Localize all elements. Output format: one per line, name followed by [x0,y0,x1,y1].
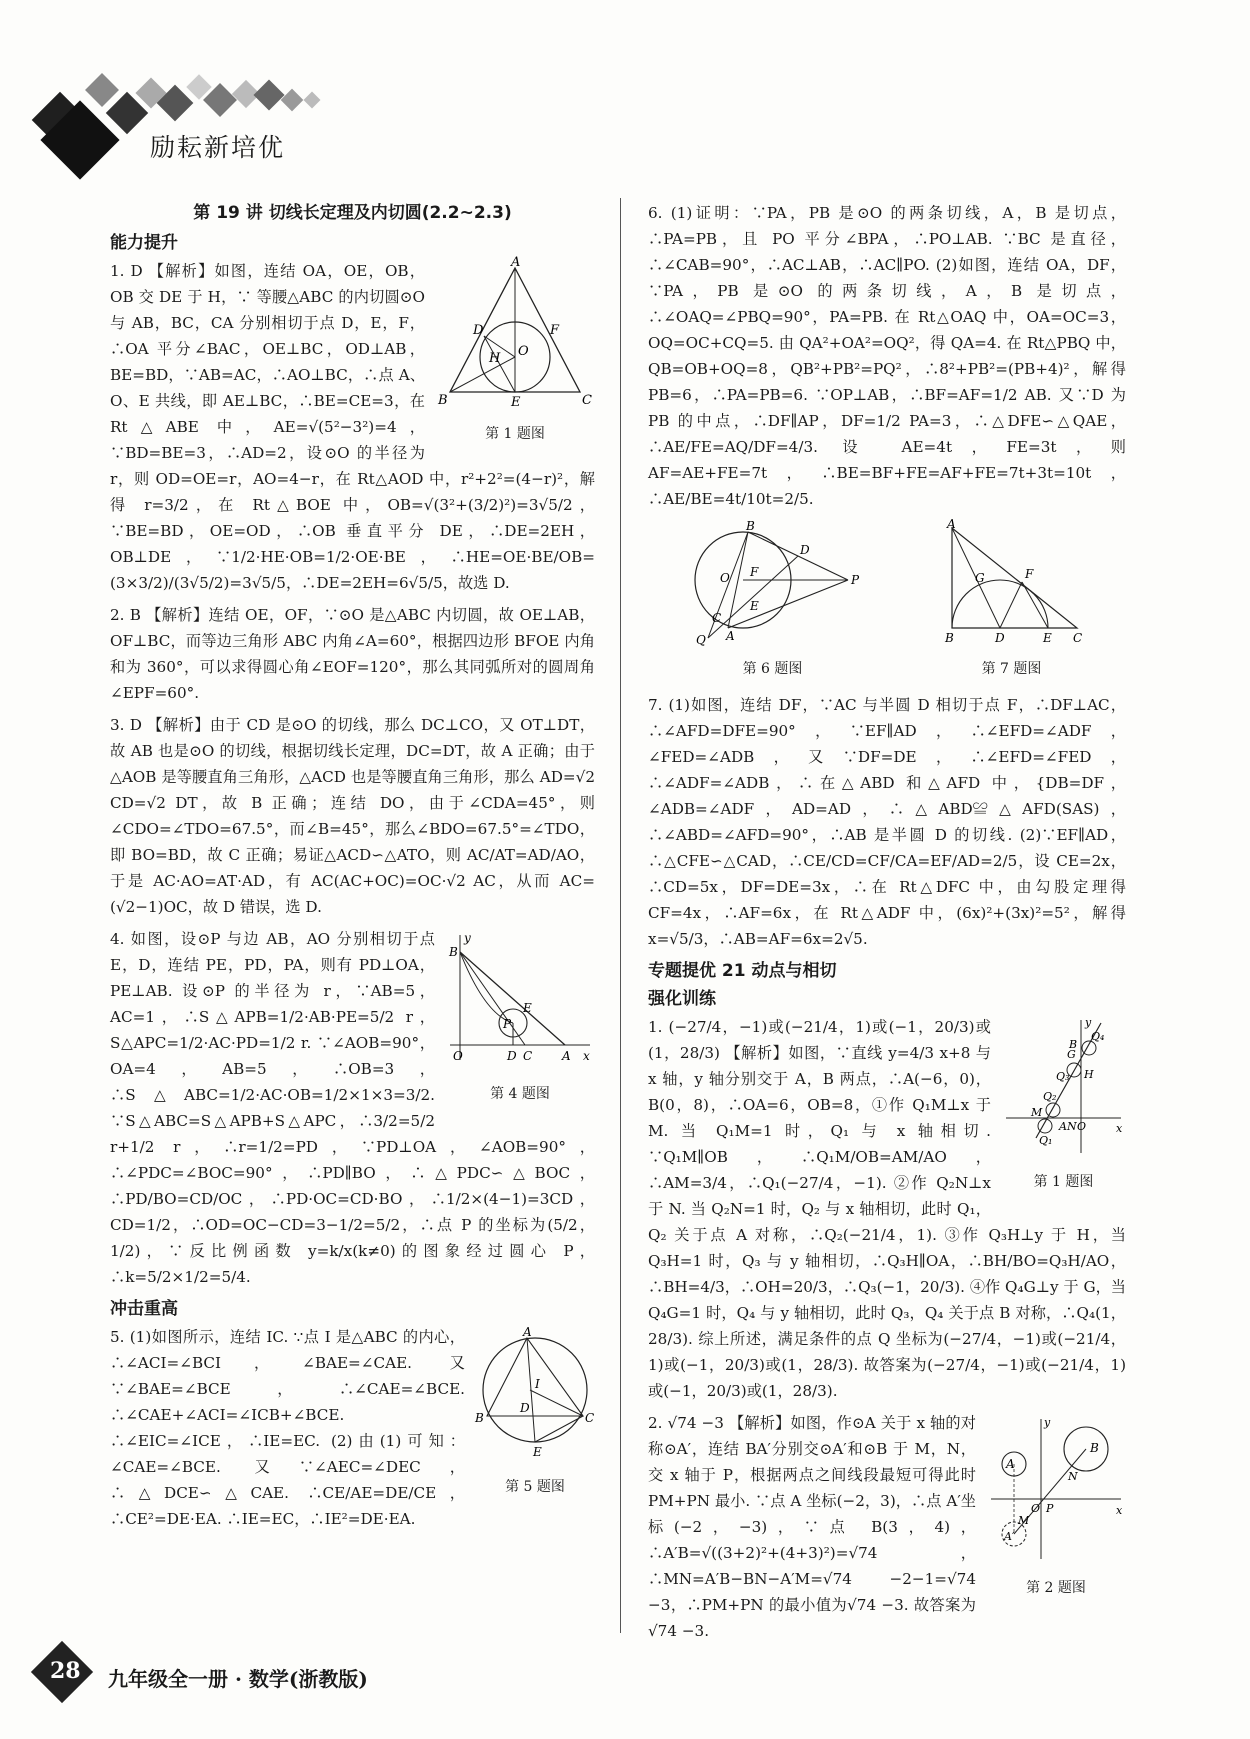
svg-text:A: A [1006,1457,1015,1471]
problem-4 [110,926,595,1290]
svg-text:G: G [974,571,985,585]
figure-5-circle [475,1325,595,1463]
svg-text:P: P [850,573,859,587]
problem-1 [110,255,595,596]
svg-text:A: A [523,1325,532,1339]
problem-1-text: 1. D 【解析】如图，连结 OA，OE，OB，OB 交 DE 于 H，∵ 等腰△ABC 的内切圆⊙O 与 AB，BC，CA 分别相切于点 D，E，F，∴OA 平分∠BAC，OE⊥BC，OD⊥AB，BE=BD，∵AB=AC，∴AO⊥BC，∴点 A、O、E 共线，即 AE⊥BC，∴BE=CE=3，在 Rt△ABE 中，AE=√(5²−3²)=4，∵BD=BE=3，∴AD=2，设⊙O 的半径为 r，则 OD=OE=r，AO=4−r，在 Rt△AOD 中，r²+2²=(4−r)²，解得 r=3/2，在 Rt△BOE 中，OB=√(3²+(3/2)²)=3√5/2，∵BE=BD，OE=OD，∴OB 垂直平分 DE，∴DE=2EH，OB⊥DE，∵1/2·HE·OB=1/2·OE·BE，∴HE=OE·BE/OB=(3×3/2)/(3√5/2)=3√5/5，∴DE=2EH=6√5/5，故选 D. [110,262,595,592]
page-number: 28 [50,1658,81,1684]
svg-text:y: y [464,931,471,945]
svg-text:N: N [1068,1470,1078,1483]
figure-q1-line [1001,1018,1126,1158]
svg-text:y: y [1085,1016,1092,1029]
figure-q1-caption: 第 1 题图 [1033,1174,1094,1190]
svg-text:Q₃: Q₃ [1056,1070,1070,1083]
svg-text:C: C [523,1049,533,1063]
figure-6-tangents [688,520,858,645]
question-1-text: 1. (−27/4，−1)或(−21/4，1)或(−1，20/3)或(1，28/3) 【解析】如图，∵直线 y=4/3 x+8 与 x 轴，y 轴分别交于 A，B 两点，∴A(−6，0)，B(0，8)，∴OA=6，OB=8，①作 Q₁M⊥x 于 M. 当 Q₁M=1 时，Q₁ 与 x 轴相切. ∵Q₁M∥OB，∴Q₁M/OB=AM/AO，∴AM=3/4，∴Q₁(−27/4，−1). ②作 Q₂N⊥x 于 N. 当 Q₂N=1 时，Q₂ 与 x 轴相切，此时 Q₁，Q₂ 关于点 A 对称，∴Q₂(−21/4，1). ③作 Q₃H⊥y 于 H，当 Q₃H=1 时，Q₃ 与 y 轴相切，∴Q₃H∥OA，∴BH/BO=Q₃H/AO，∴BH=4/3，∴OH=20/3，∴Q₃(−1，20/3). ④作 Q₄G⊥y 于 G，当 Q₄G=1 时，Q₄ 与 y 轴相切，此时 Q₃，Q₄ 关于点 B 对称，∴Q₄(1，28/3). 综上所述，满足条件的点 Q 坐标为(−27/4，−1)或(−21/4，1)或(−1，20/3)或(1，28/3). 故答案为(−27/4，−1)或(−21/4，1)或(−1，20/3)或(1，28/3). [648,1018,1126,1400]
svg-text:A′: A′ [1004,1530,1015,1543]
svg-text:O: O [453,1049,463,1063]
problem-7 [648,692,1126,952]
problem-3 [110,712,595,920]
svg-text:Q₂: Q₂ [1043,1090,1057,1103]
svg-text:B: B [449,945,458,959]
section-training: 强化训练 [648,989,716,1009]
section-ability: 能力提升 [110,233,178,253]
svg-text:G: G [1067,1048,1076,1061]
svg-text:F: F [1024,567,1033,581]
figure-q2-circles [986,1414,1126,1564]
brand-title: 励耘新培优 [150,133,286,162]
svg-text:M: M [1018,1514,1030,1527]
svg-text:D: D [473,323,484,338]
figure-4-coordinate [445,930,595,1070]
figure-4-caption: 第 4 题图 [490,1086,550,1102]
svg-text:x: x [583,1049,590,1063]
svg-text:Q₄: Q₄ [1091,1030,1105,1043]
svg-text:F: F [749,565,758,579]
svg-text:B: B [475,1411,484,1425]
problem-5 [110,1324,595,1532]
svg-text:AN: AN [1059,1120,1077,1133]
figure-4 [445,930,595,1107]
figure-q2-caption: 第 2 题图 [1026,1580,1086,1596]
problem-3-text: 3. D 【解析】由于 CD 是⊙O 的切线，那么 DC⊥CO，又 OT⊥DT，故 AB 也是⊙O 的切线，根据切线长定理，DC=DT，故 A 正确；由于△AOB 是等腰直角三角形，△ACD 也是等腰直角三角形，那么 AD=√2 CD=√2 DT，故 B 正确；连结 DO，由于∠CDA=45°，则∠CDO=∠TDO=67.5°，而∠B=45°，那么∠BDO=67.5°=∠TDO，即 BO=BD，故 C 正确；易证△ACD∽△ATO，则 AC/AT=AD/AO，于是 AC·AO=AT·AD，有 AC(AC+OC)=OC·√2 AC，从而 AC=(√2−1)OC，故 D 错误，选 D. [110,716,595,916]
svg-text:O: O [719,571,730,585]
problem-4-text: 4. 如图，设⊙P 与边 AB，AO 分别相切于点 E，D，连结 PE，PD，PA，则有 PD⊥OA，PE⊥AB. 设⊙P 的半径为 r，∵AB=5，AC=1，∴S△APB=1/2·AB·PE=5/2 r，S△APC=1/2·AC·PD=1/2 r. ∵∠AOB=90°，OA=4，AB=5，∴OB=3，∴S△ABC=1/2·AC·OB=1/2×1×3=3/2. ∵S△ABC=S△APB+S△APC，∴3/2=5/2 r+1/2 r，∴r=1/2=PD，∵PD⊥OA，∠AOB=90°，∴∠PDC=∠BOC=90°，∴PD∥BO，∴△PDC∽△BOC，∴PD/BO=CD/OC，∴PD·OC=CD·BO，∴1/2×(4−1)=3CD，CD=1/2，∴OD=OC−CD=3−1/2=5/2，∴点 P 的坐标为(5/2，1/2)，∵反比例函数 y=k/x(k≠0)的图象经过圆心 P，∴k=5/2×1/2=5/4. [110,930,595,1286]
svg-text:E: E [511,395,521,410]
svg-text:Q: Q [695,633,706,647]
svg-text:E: E [1042,631,1052,645]
svg-text:A: A [946,517,956,531]
svg-text:P: P [503,1017,512,1031]
figure-5 [475,1325,595,1500]
svg-text:B: B [1069,1038,1078,1051]
svg-text:Q₁: Q₁ [1039,1134,1053,1147]
lesson-title: 第 19 讲 切线长定理及内切圆(2.2~2.3) [193,203,512,223]
right-column [648,200,1126,1650]
figure-1 [435,255,595,447]
svg-text:O: O [1031,1502,1041,1515]
problem-7-text: 7. (1)如图，连结 DF，∵AC 与半圆 D 相切于点 F，∴DF⊥AC，∴∠AFD=DFE=90°，∵EF∥AD，∴∠EFD=∠ADF，∠FED=∠ADB，又∵DF=DE，∴∠EFD=∠FED，∴∠ADF=∠ADB，∴在△ABD 和△AFD 中，{DB=DF，∠ADB=∠ADF，AD=AD，∴△ABD≌△AFD(SAS)，∴∠ABD=∠AFD=90°，∴AB 是半圆 D 的切线. (2)∵EF∥AD，∴△CFE∽△CAD，∴CE/CD=CF/CA=EF/AD=2/5，设 CE=2x，∴CD=5x，DF=DE=3x，∴在 Rt△DFC 中，由勾股定理得 CF=4x，∴AF=6x，在 Rt△ADF 中，(6x)²+(3x)²=5²，解得 x=√5/3，∴AB=AF=6x=2√5. [648,696,1126,948]
figure-1-triangle [435,255,595,410]
svg-text:D: D [520,1401,530,1415]
figure-6-caption: 第 6 题图 [742,661,803,677]
svg-text:x: x [1116,1122,1123,1135]
svg-text:E: E [523,1001,532,1015]
figure-q1 [1001,1018,1126,1195]
section-rise: 冲击重高 [110,1299,178,1319]
svg-text:M: M [1031,1106,1043,1119]
section-topic: 专题提优 21 动点与相切 [648,961,837,981]
book-label: 九年级全一册 · 数学(浙教版) [108,1667,368,1691]
svg-text:D: D [799,543,810,557]
figure-6 [688,520,858,682]
svg-text:A: A [725,629,735,643]
figure-q2 [986,1414,1126,1601]
svg-text:H: H [1084,1068,1094,1081]
svg-text:O: O [518,344,529,359]
svg-text:B: B [438,393,448,408]
figure-5-caption: 第 5 题图 [505,1479,565,1495]
svg-text:B: B [944,631,954,645]
problem-5-text: 5. (1)如图所示，连结 IC. ∵点 I 是△ABC 的内心，∴∠ACI=∠BCI，∠BAE=∠CAE. 又∵∠BAE=∠BCE，∴∠CAE=∠BCE. ∴∠CAE+∠ACI=∠ICB+∠BCE. ∴∠EIC=∠ICE，∴IE=EC. (2)由(1)可知：∠CAE=∠BCE. 又∵∠AEC=∠DEC，∴△DCE∽△CAE. ∴CE/AE=DE/CE，∴CE²=DE·EA. ∴IE=EC，∴IE²=DE·EA. [110,1328,465,1528]
svg-text:A: A [511,255,521,270]
figure-7-caption: 第 7 题图 [981,661,1042,677]
figure-row-6-7 [648,517,1126,682]
svg-text:O: O [1077,1120,1087,1133]
svg-text:I: I [535,1377,540,1391]
problem-2-text: 2. B 【解析】连结 OE，OF，∵⊙O 是△ABC 内切圆，故 OE⊥AB，OF⊥BC，而等边三角形 ABC 内角∠A=60°，根据四边形 BFOE 内角和为 360°，可以求得圆心角∠EOF=120°，那么其同弧所对的圆周角∠EPF=60°. [110,606,595,702]
svg-text:B: B [1090,1441,1099,1455]
svg-text:A: A [562,1049,571,1063]
figure-1-caption: 第 1 题图 [485,426,545,442]
svg-text:C: C [585,1411,595,1425]
svg-text:P: P [1046,1502,1054,1515]
question-1 [648,1014,1126,1404]
column-divider [620,198,621,1633]
svg-text:B: B [745,519,755,533]
svg-text:H: H [489,351,501,366]
svg-text:D: D [994,631,1005,645]
question-2 [648,1410,1126,1644]
problem-6 [648,200,1126,512]
svg-text:F: F [550,323,560,338]
svg-text:C: C [711,611,721,625]
svg-text:E: E [533,1445,542,1459]
question-2-text: 2. √74 −3 【解析】如图，作⊙A 关于 x 轴的对称⊙A′，连结 BA′分别交⊙A′和⊙B 于 M，N，交 x 轴于 P，根据两点之间线段最短可得此时 PM+PN 最小. ∵点 A 坐标(−2，3)，∴点 A′坐标(−2，−3)，∵点 B(3，4)，∴A′B=√((3+2)²+(4+3)²)=√74，∴MN=A′B−BN−A′M=√74 −2−1=√74 −3，∴PM+PN 的最小值为√74 −3. 故答案为√74 −3. [648,1414,976,1640]
svg-text:C: C [582,393,592,408]
figure-7 [937,517,1087,682]
left-column [110,200,595,1538]
svg-text:x: x [1116,1504,1123,1517]
svg-text:E: E [749,599,759,613]
svg-text:C: C [1072,631,1082,645]
figure-7-semicircle [937,517,1087,645]
svg-text:y: y [1044,1416,1051,1429]
problem-6-text: 6. (1)证明：∵PA，PB 是⊙O 的两条切线，A，B 是切点，∴PA=PB，且 PO 平分∠BPA，∴PO⊥AB. ∵BC 是直径，∴∠CAB=90°，∴AC⊥AB，∴AC∥PO. (2)如图，连结 OA，DF，∵PA，PB 是⊙O 的两条切线，A，B 是切点，∴∠OAQ=∠PBQ=90°，PA=PB. 在 Rt△OAQ 中，OA=OC=3，OQ=OC+CQ=5. 由 QA²+OA²=OQ²，得 QA=4. 在 Rt△PBQ 中，QB=OB+OQ=8，QB²+PB²=PQ²，∴8²+PB²=(PB+4)²，解得 PB=6，∴PA=PB=6. ∵OP⊥AB，∴BF=AF=1/2 AB. 又∵D 为 PB 的中点，∴DF∥AP，DF=1/2 PA=3，∴△DFE∽△QAE，∴AE/FE=AQ/DF=4/3. 设 AE=4t，FE=3t，则 AF=AE+FE=7t，∴BE=BF+FE=AF+FE=7t+3t=10t，∴AE/BE=4t/10t=2/5. [648,204,1126,508]
problem-2 [110,602,595,706]
svg-text:D: D [507,1049,517,1063]
